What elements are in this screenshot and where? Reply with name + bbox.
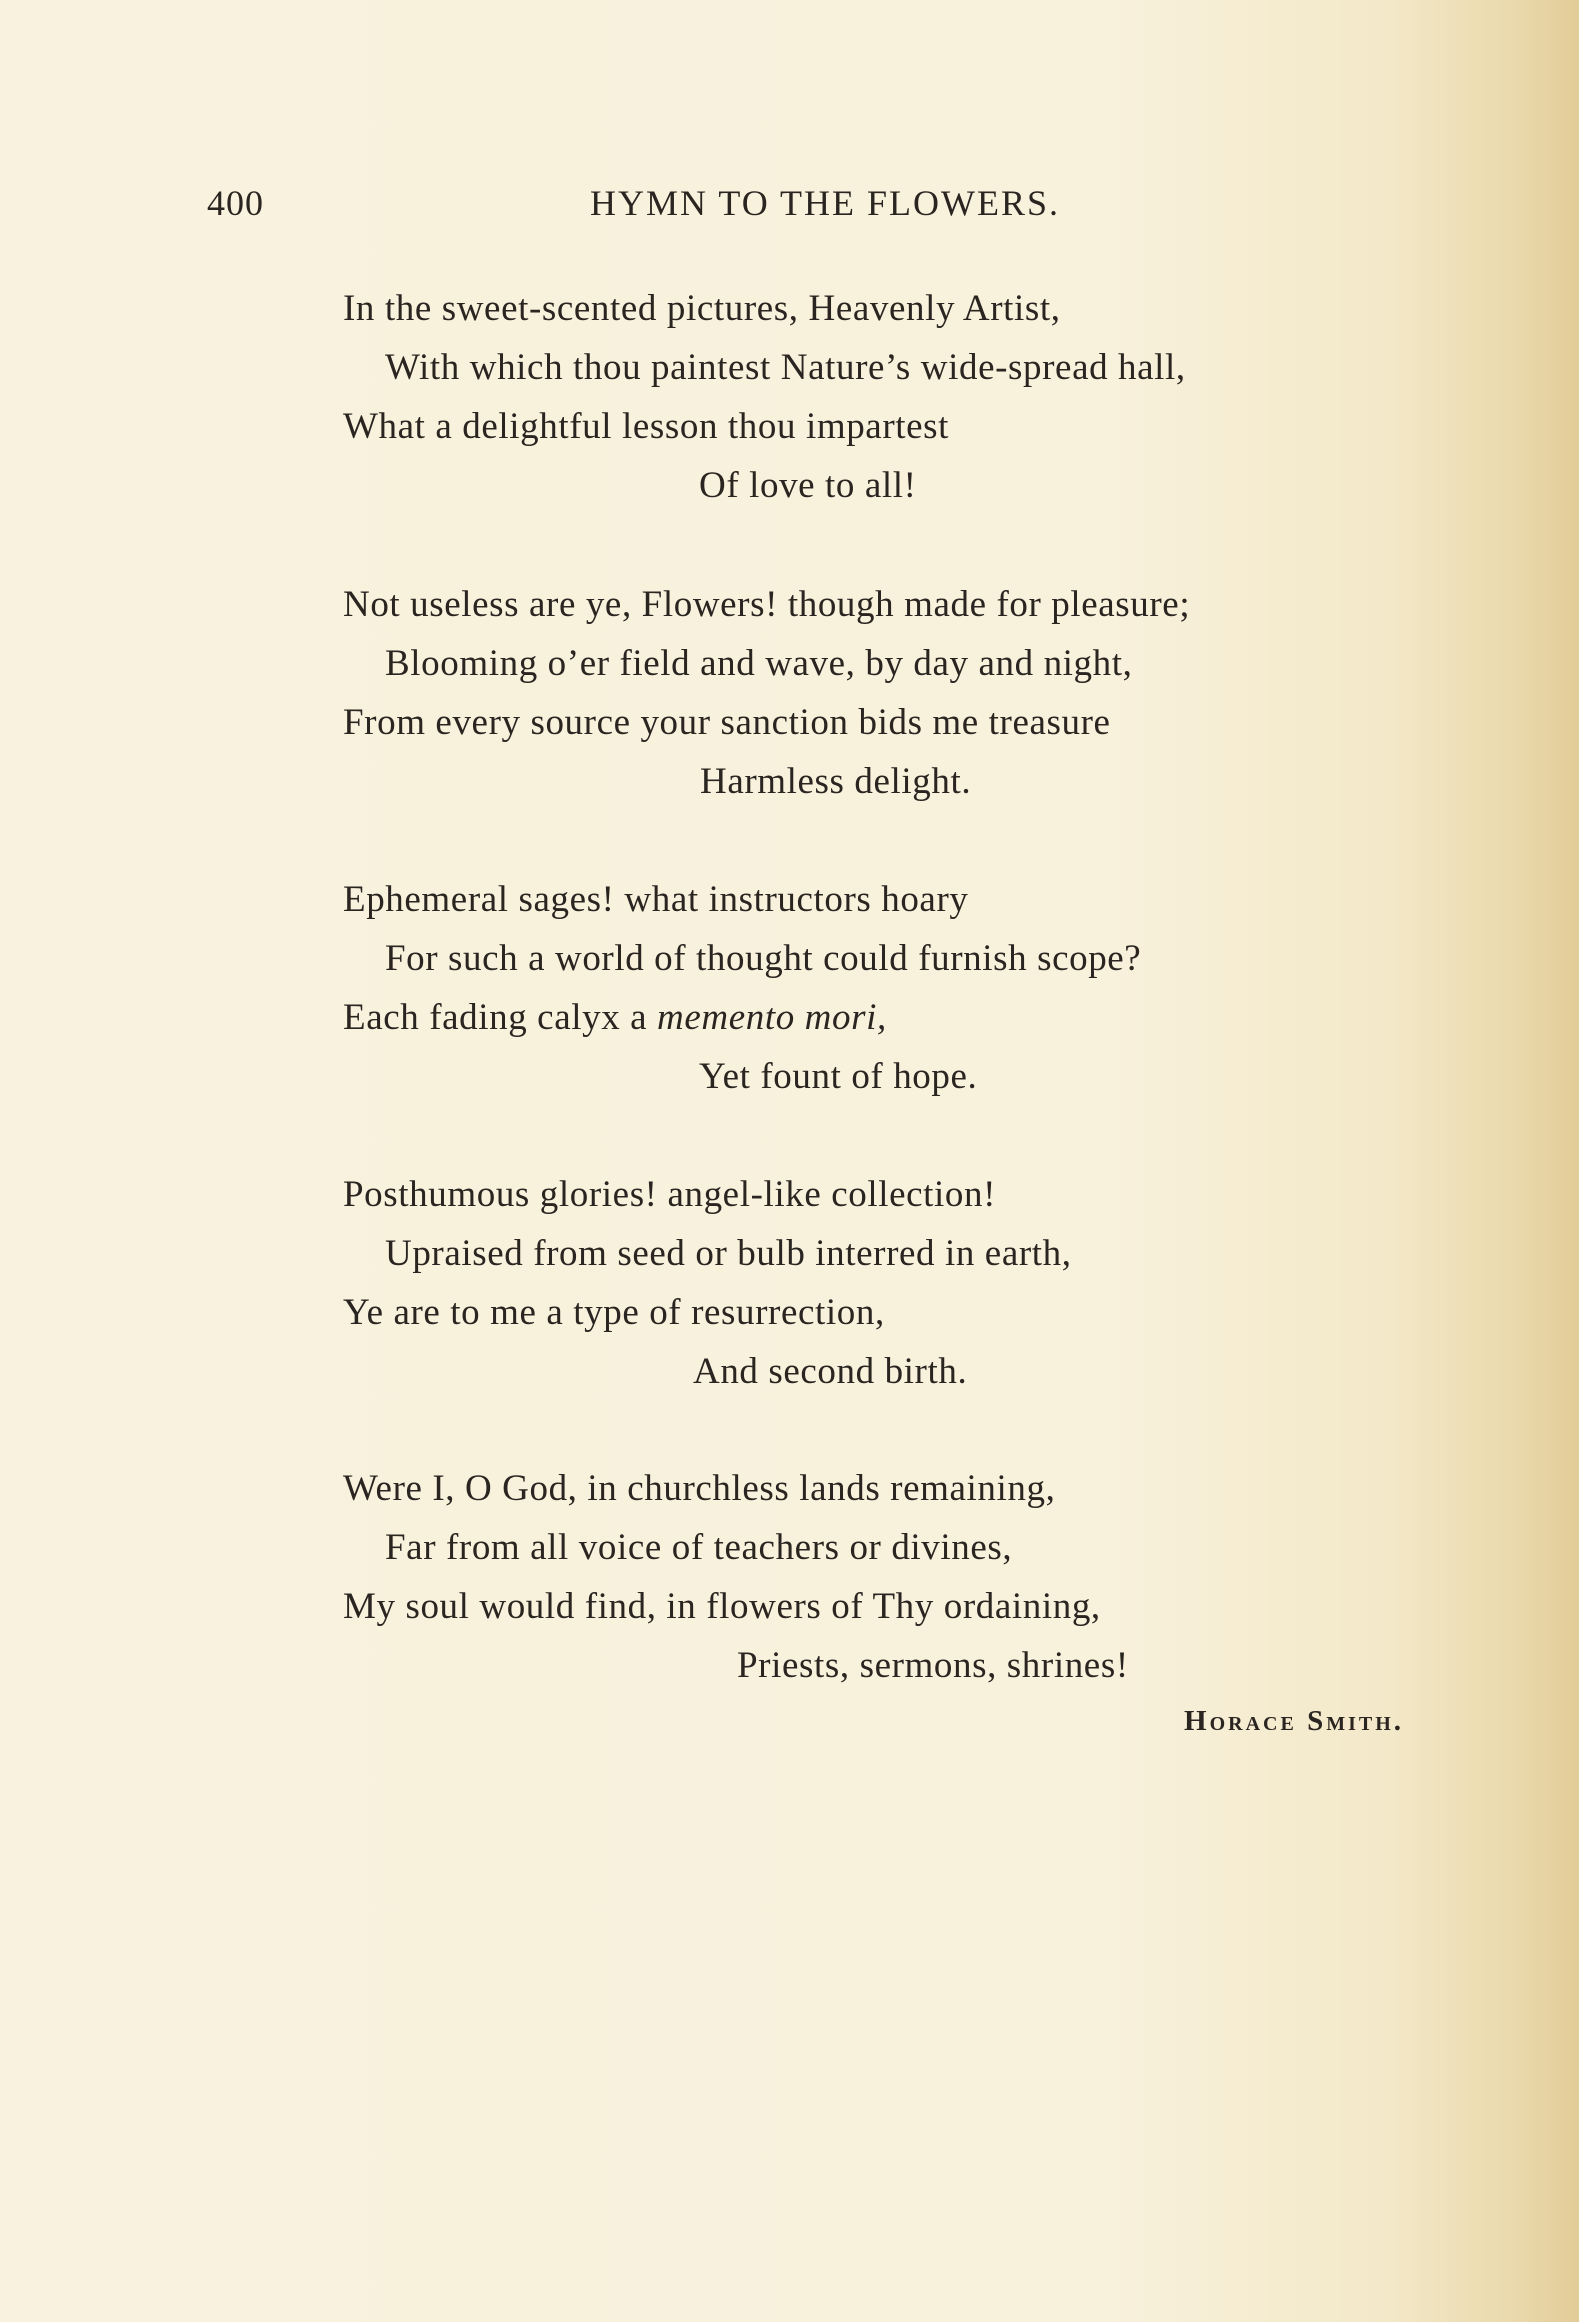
poem-line: For such a world of thought could furnish scope?	[385, 938, 1142, 979]
poem-line: Not useless are ye, Flowers! though made for pleasure;	[343, 584, 1191, 625]
poem-line	[343, 996, 887, 1039]
poem-line-text: Each fading calyx a	[343, 997, 648, 1038]
poem-line: Blooming o’er field and wave, by day and night,	[385, 643, 1133, 684]
poem-line: Harmless delight.	[700, 761, 972, 802]
poem-line: Ephemeral sages! what instructors hoary	[343, 879, 969, 920]
poem-line: Yet fount of hope.	[699, 1056, 978, 1097]
poem-line: Were I, O God, in churchless lands remaining,	[343, 1468, 1056, 1509]
page-number: 400	[207, 183, 264, 223]
poem-line: Far from all voice of teachers or divines,	[385, 1527, 1013, 1568]
poem-line: My soul would find, in flowers of Thy ordaining,	[343, 1586, 1101, 1627]
poem-line: Of love to all!	[699, 465, 917, 506]
italic-phrase: memento mori,	[657, 997, 887, 1038]
poem-line: And second birth.	[693, 1351, 968, 1392]
poem-line: Ye are to me a type of resurrection,	[343, 1292, 885, 1333]
poem-line: What a delightful lesson thou impartest	[343, 406, 950, 447]
poem-line: Upraised from seed or bulb interred in earth,	[385, 1233, 1072, 1274]
poem-line: From every source your sanction bids me treasure	[343, 702, 1111, 743]
running-title: HYMN TO THE FLOWERS.	[590, 183, 1061, 223]
poem-line: Priests, sermons, shrines!	[737, 1645, 1129, 1686]
poem-line: Posthumous glories! angel-like collection!	[343, 1174, 997, 1215]
author-attribution: Horace Smith.	[1184, 1705, 1404, 1737]
running-head	[0, 182, 1579, 242]
poem-line: In the sweet-scented pictures, Heavenly Artist,	[343, 288, 1061, 329]
poem-line: With which thou paintest Nature’s wide-spread hall,	[385, 347, 1186, 388]
